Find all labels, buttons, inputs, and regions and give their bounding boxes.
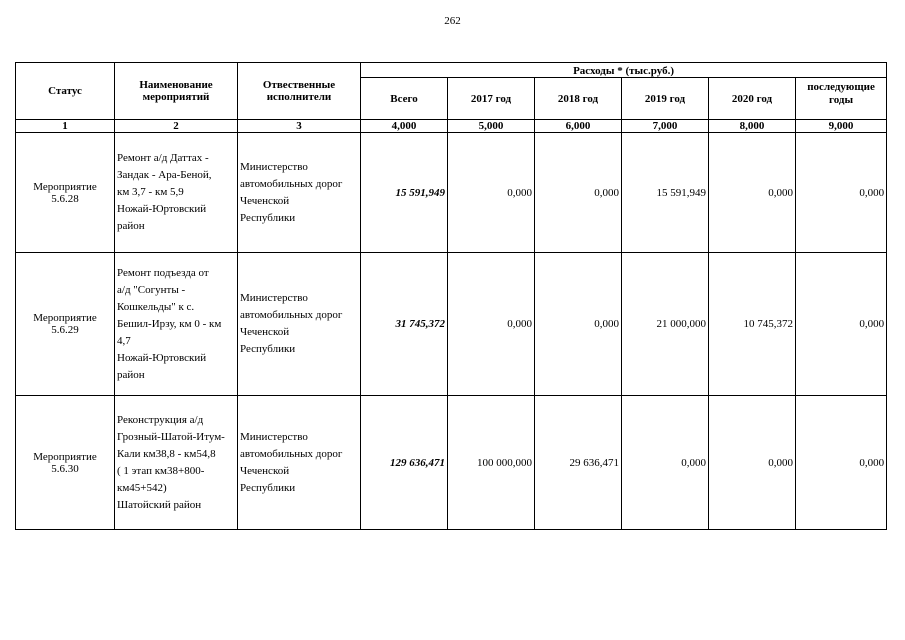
row-total: 31 745,372 (361, 253, 448, 396)
row-value-2019: 15 591,949 (622, 133, 709, 253)
name-line: Ремонт а/д Даттах - (117, 152, 209, 164)
exec-line: Республики (240, 343, 296, 355)
exec-line: автомобильных дорог (240, 309, 343, 321)
exec-line: Республики (240, 481, 296, 494)
header-name (115, 63, 238, 120)
exec-line: Республики (240, 211, 296, 224)
row-executor (238, 396, 361, 530)
column-number: 1 (16, 120, 115, 133)
row-value-2017: 0,000 (448, 133, 535, 253)
name-line: Ремонт подъезда от (117, 266, 209, 279)
column-number: 4,000 (361, 120, 448, 133)
name-line: Ножай-Юртовский (117, 203, 207, 215)
row-value-2018: 0,000 (535, 133, 622, 253)
name-line: км45+542) (117, 481, 167, 494)
column-number: 3 (238, 120, 361, 133)
status-code: 5.6.30 (51, 462, 79, 475)
header-year-2017: 2017 год (448, 78, 535, 120)
row-total: 129 636,471 (361, 396, 448, 530)
column-number: 9,000 (796, 120, 887, 133)
column-number: 2 (115, 120, 238, 133)
row-value-later: 0,000 (796, 396, 887, 530)
exec-line: Чеченской (240, 194, 290, 207)
row-total: 15 591,949 (361, 133, 448, 253)
name-line: Зандак - Ара-Беной, (117, 169, 212, 181)
column-number: 7,000 (622, 120, 709, 133)
row-activity-name (115, 133, 238, 253)
exec-line: Министерство (240, 430, 308, 443)
name-line: Кали км38,8 - км54,8 (117, 447, 216, 460)
exec-line: автомобильных дорог (240, 447, 343, 460)
header-later-line2: годы (829, 94, 854, 106)
table-row (16, 253, 887, 396)
status-label: Мероприятие (33, 312, 97, 324)
name-line: км 3,7 - км 5,9 (117, 186, 184, 198)
header-year-2020: 2020 год (709, 78, 796, 120)
table-row (16, 396, 887, 530)
row-value-2017: 100 000,000 (448, 396, 535, 530)
row-value-2017: 0,000 (448, 253, 535, 396)
expenses-table (15, 62, 887, 530)
header-expenses: Расходы * (тыс.руб.) (361, 63, 887, 78)
page-number: 262 (444, 15, 461, 27)
row-value-later: 0,000 (796, 133, 887, 253)
row-status (16, 133, 115, 253)
exec-line: Министерство (240, 160, 308, 173)
header-later-line1: последующие (807, 81, 875, 93)
column-number: 8,000 (709, 120, 796, 133)
header-exec-line1: Отвественные (262, 79, 336, 91)
name-line: 4,7 (117, 334, 131, 347)
header-later-years (796, 78, 887, 120)
row-status (16, 253, 115, 396)
header-year-2018: 2018 год (535, 78, 622, 120)
name-line: район (117, 220, 145, 232)
exec-line: автомобильных дорог (240, 177, 343, 190)
row-value-2019: 0,000 (622, 396, 709, 530)
exec-line: Министерство (240, 292, 308, 304)
name-line: Бешил-Ирзу, км 0 - км (117, 317, 222, 330)
name-line: Кошкельды" к с. (117, 300, 195, 313)
name-line: Реконструкция а/д (117, 413, 204, 426)
name-line: ( 1 этап км38+800- (117, 464, 205, 477)
name-line: район (117, 368, 145, 381)
status-code: 5.6.28 (51, 192, 79, 205)
row-value-2020: 10 745,372 (709, 253, 796, 396)
row-value-2018: 29 636,471 (535, 396, 622, 530)
row-value-2019: 21 000,000 (622, 253, 709, 396)
header-exec-line2: исполнители (266, 91, 332, 103)
status-label: Мероприятие (33, 180, 97, 193)
row-value-later: 0,000 (796, 253, 887, 396)
header-status: Статус (16, 63, 115, 120)
column-number: 5,000 (448, 120, 535, 133)
row-activity-name (115, 396, 238, 530)
column-number: 6,000 (535, 120, 622, 133)
name-line: Ножай-Юртовский (117, 351, 207, 364)
exec-line: Чеченской (240, 464, 290, 477)
row-value-2018: 0,000 (535, 253, 622, 396)
header-row-top (16, 63, 887, 78)
name-line: а/д "Согунты - (117, 283, 186, 296)
header-executors (238, 63, 361, 120)
row-value-2020: 0,000 (709, 133, 796, 253)
row-activity-name (115, 253, 238, 396)
header-year-2019: 2019 год (622, 78, 709, 120)
column-number-row (16, 120, 887, 133)
header-name-line2: мероприятий (142, 91, 210, 103)
status-code: 5.6.29 (51, 324, 79, 336)
header-total: Всего (361, 78, 448, 120)
name-line: Шатойский район (117, 498, 202, 511)
status-label: Мероприятие (33, 450, 97, 463)
table-row (16, 133, 887, 253)
exec-line: Чеченской (240, 326, 290, 338)
name-line: Грозный-Шатой-Итум- (117, 430, 225, 443)
header-name-line1: Наименование (139, 79, 213, 91)
row-status (16, 396, 115, 530)
row-executor (238, 253, 361, 396)
row-executor (238, 133, 361, 253)
row-value-2020: 0,000 (709, 396, 796, 530)
